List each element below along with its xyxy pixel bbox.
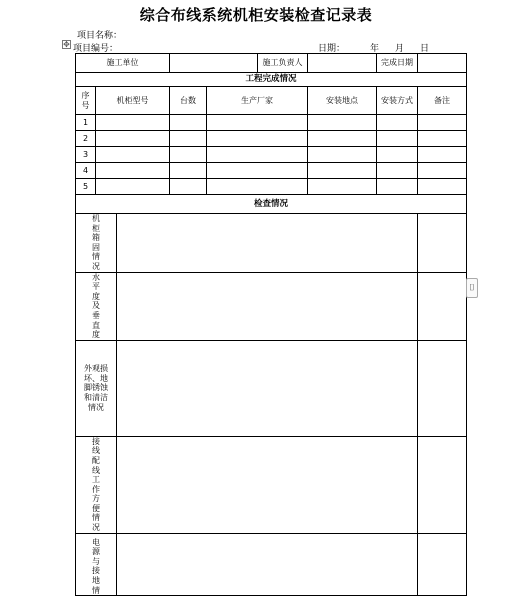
cell-remark[interactable] — [418, 163, 467, 179]
project-name-label: 项目名称： — [77, 31, 123, 41]
inspection-note-cell[interactable] — [418, 272, 467, 340]
inspection-item-text: 电源与接地情 — [92, 537, 100, 595]
table-row — [76, 179, 467, 195]
cell-model[interactable] — [96, 147, 170, 163]
cell-manufacturer[interactable] — [207, 131, 308, 147]
inspection-item-text: 水平度及垂直度 — [92, 272, 100, 340]
construction-leader-label: 施工负责人 — [258, 54, 308, 73]
row-number: 5 — [76, 179, 96, 195]
cell-count[interactable] — [170, 179, 207, 195]
header-seq — [76, 87, 96, 115]
cell-count[interactable] — [170, 147, 207, 163]
inspection-result-cell[interactable] — [117, 272, 418, 340]
cell-count[interactable] — [170, 131, 207, 147]
date-month: 月 — [395, 44, 405, 54]
inspection-note-cell[interactable] — [418, 533, 467, 596]
completion-header-row — [76, 87, 467, 115]
inspection-record-table — [75, 53, 467, 596]
inspection-row — [76, 533, 467, 596]
construction-leader-value[interactable] — [308, 54, 377, 73]
project-number-label: 项目编号： — [73, 44, 119, 54]
cell-location[interactable] — [308, 115, 377, 131]
cell-manufacturer[interactable] — [207, 147, 308, 163]
cell-method[interactable] — [377, 179, 418, 195]
move-handle-icon[interactable]: ✥ — [63, 40, 70, 49]
inspection-item-label — [76, 272, 117, 340]
inspection-item-label — [76, 533, 117, 596]
inspection-row — [76, 340, 467, 436]
inspection-result-cell[interactable] — [117, 533, 418, 596]
date-label: 日期： — [318, 44, 346, 54]
cell-manufacturer[interactable] — [207, 179, 308, 195]
info-row — [76, 54, 467, 73]
row-number: 4 — [76, 163, 96, 179]
cell-count[interactable] — [170, 163, 207, 179]
cell-location[interactable] — [308, 131, 377, 147]
cell-method[interactable] — [377, 115, 418, 131]
table-row — [76, 115, 467, 131]
table-row — [76, 131, 467, 147]
inspection-row — [76, 272, 467, 340]
inspection-note-cell[interactable] — [418, 214, 467, 273]
cell-model[interactable] — [96, 163, 170, 179]
cell-remark[interactable] — [418, 179, 467, 195]
completion-heading: 工程完成情况 — [76, 73, 467, 87]
inspection-item-label — [76, 214, 117, 273]
header-remark: 备注 — [418, 87, 467, 115]
date-day: 日 — [420, 44, 430, 54]
header-count: 台数 — [170, 87, 207, 115]
cell-location[interactable] — [308, 147, 377, 163]
cell-model[interactable] — [96, 179, 170, 195]
cell-count[interactable] — [170, 115, 207, 131]
header-seq-label: 序号 — [81, 90, 90, 110]
cell-remark[interactable] — [418, 115, 467, 131]
inspection-item-label — [76, 340, 117, 436]
cell-model[interactable] — [96, 115, 170, 131]
header-model: 机柜型号 — [96, 87, 170, 115]
header-location: 安装地点 — [308, 87, 377, 115]
inspection-item-text: 外观损坏、地脚锈蚀和清洁情况 — [84, 364, 108, 412]
cell-model[interactable] — [96, 131, 170, 147]
table-row — [76, 147, 467, 163]
table-row — [76, 163, 467, 179]
header-method: 安装方式 — [377, 87, 418, 115]
row-number: 3 — [76, 147, 96, 163]
inspection-result-cell[interactable] — [117, 214, 418, 273]
cell-remark[interactable] — [418, 131, 467, 147]
cell-method[interactable] — [377, 163, 418, 179]
inspection-heading: 检查情况 — [76, 195, 467, 214]
inspection-result-cell[interactable] — [117, 340, 418, 436]
row-number: 1 — [76, 115, 96, 131]
header-manufacturer: 生产厂家 — [207, 87, 308, 115]
page-title: 综合布线系统机柜安装检查记录表 — [139, 6, 373, 24]
cell-location[interactable] — [308, 179, 377, 195]
inspection-note-cell[interactable] — [418, 436, 467, 533]
cell-remark[interactable] — [418, 147, 467, 163]
construction-unit-label: 施工单位 — [76, 54, 170, 73]
construction-unit-value[interactable] — [170, 54, 258, 73]
side-panel-toggle-icon[interactable]: ⌷ — [466, 278, 478, 298]
finish-date-label: 完成日期 — [377, 54, 418, 73]
inspection-item-text: 接线配线工作方便情况 — [92, 436, 100, 533]
finish-date-value[interactable] — [418, 54, 467, 73]
inspection-item-text: 机柜箱固情况 — [92, 214, 100, 271]
inspection-row — [76, 436, 467, 533]
cell-method[interactable] — [377, 131, 418, 147]
cell-manufacturer[interactable] — [207, 163, 308, 179]
row-number: 2 — [76, 131, 96, 147]
cell-method[interactable] — [377, 147, 418, 163]
cell-location[interactable] — [308, 163, 377, 179]
inspection-result-cell[interactable] — [117, 436, 418, 533]
inspection-note-cell[interactable] — [418, 340, 467, 436]
cell-manufacturer[interactable] — [207, 115, 308, 131]
date-year: 年 — [370, 44, 380, 54]
inspection-row — [76, 214, 467, 273]
inspection-item-label — [76, 436, 117, 533]
